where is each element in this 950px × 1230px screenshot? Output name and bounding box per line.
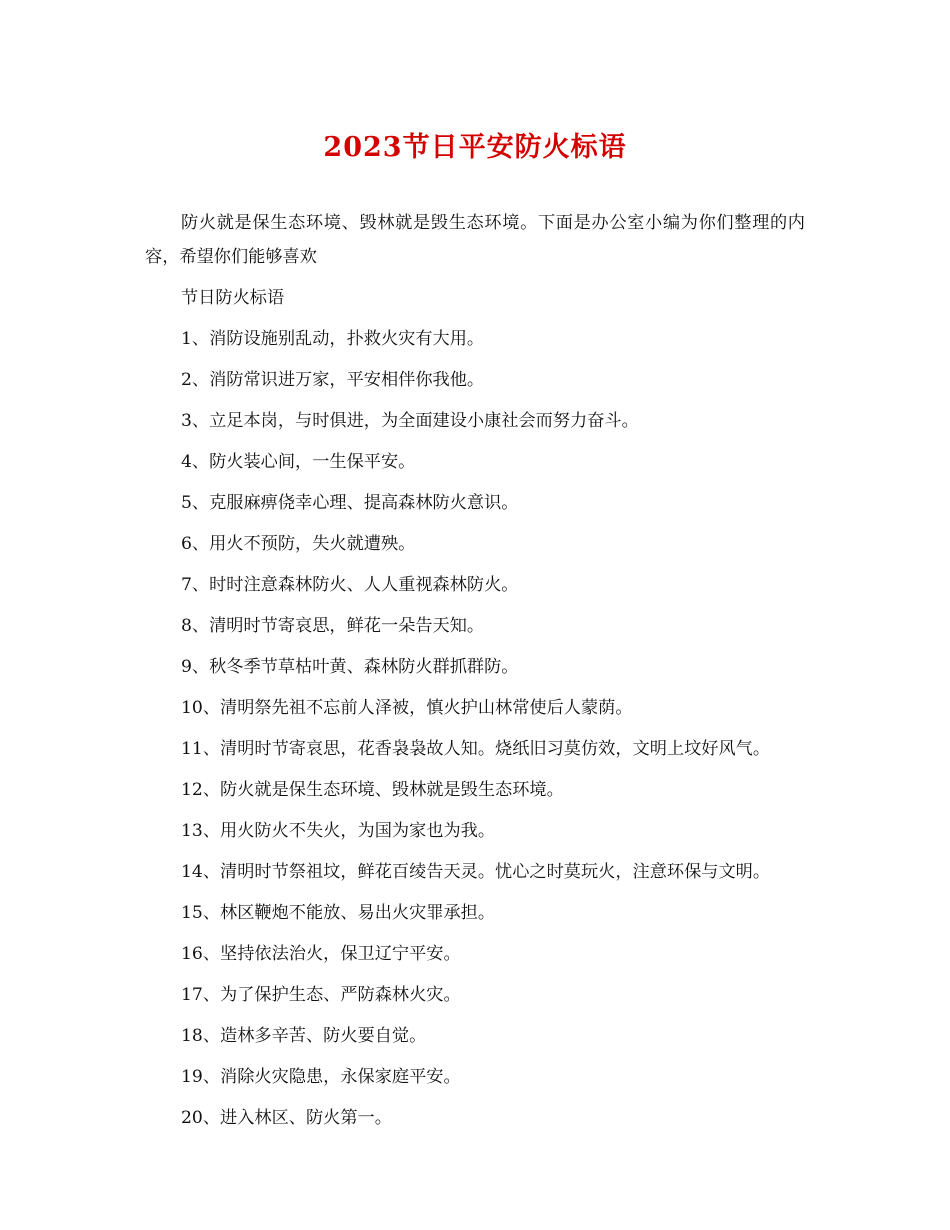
slogan-item: 16、坚持依法治火，保卫辽宁平安。 <box>181 944 461 964</box>
slogan-item: 3、立足本岗，与时俱进，为全面建设小康社会而努力奋斗。 <box>181 411 639 431</box>
slogan-item: 18、造林多辛苦、防火要自觉。 <box>181 1026 427 1046</box>
slogan-item: 1、消防设施别乱动，扑救火灾有大用。 <box>181 329 485 349</box>
slogan-item: 7、时时注意森林防火、人人重视森林防火。 <box>181 575 519 595</box>
slogan-item: 19、消除火灾隐患，永保家庭平安。 <box>181 1067 461 1087</box>
slogan-item: 4、防火装心间，一生保平安。 <box>181 452 416 472</box>
document-body <box>145 206 805 1142</box>
slogan-item: 20、进入林区、防火第一。 <box>181 1108 392 1128</box>
slogan-item: 13、用火防火不失火，为国为家也为我。 <box>181 821 496 841</box>
slogan-item: 14、清明时节祭祖坟，鲜花百绫告天灵。忧心之时莫玩火，注意环保与文明。 <box>181 862 771 882</box>
slogan-item: 10、清明祭先祖不忘前人泽被，慎火护山林常使后人蒙荫。 <box>181 698 633 718</box>
slogan-item: 5、克服麻痹侥幸心理、提高森林防火意识。 <box>181 493 519 513</box>
slogan-item: 15、林区鞭炮不能放、易出火灾罪承担。 <box>181 903 496 923</box>
slogan-item: 11、清明时节寄哀思，花香袅袅故人知。烧纸旧习莫仿效，文明上坟好风气。 <box>181 739 771 759</box>
slogan-item: 17、为了保护生态、严防森林火灾。 <box>181 985 461 1005</box>
document-title: 2023节日平安防火标语 <box>323 132 627 163</box>
slogan-item: 12、防火就是保生态环境、毁林就是毁生态环境。 <box>181 780 564 800</box>
slogan-item: 9、秋冬季节草枯叶黄、森林防火群抓群防。 <box>181 657 519 677</box>
section-heading: 节日防火标语 <box>181 288 285 308</box>
slogan-item: 6、用火不预防，失火就遭殃。 <box>181 534 416 554</box>
slogan-item: 2、消防常识进万家，平安相伴你我他。 <box>181 370 485 390</box>
slogan-item: 8、清明时节寄哀思，鲜花一朵告天知。 <box>181 616 485 636</box>
intro-paragraph: 防火就是保生态环境、毁林就是毁生态环境。下面是办公室小编为你们整理的内容，希望你们能够喜欢 <box>145 213 805 267</box>
